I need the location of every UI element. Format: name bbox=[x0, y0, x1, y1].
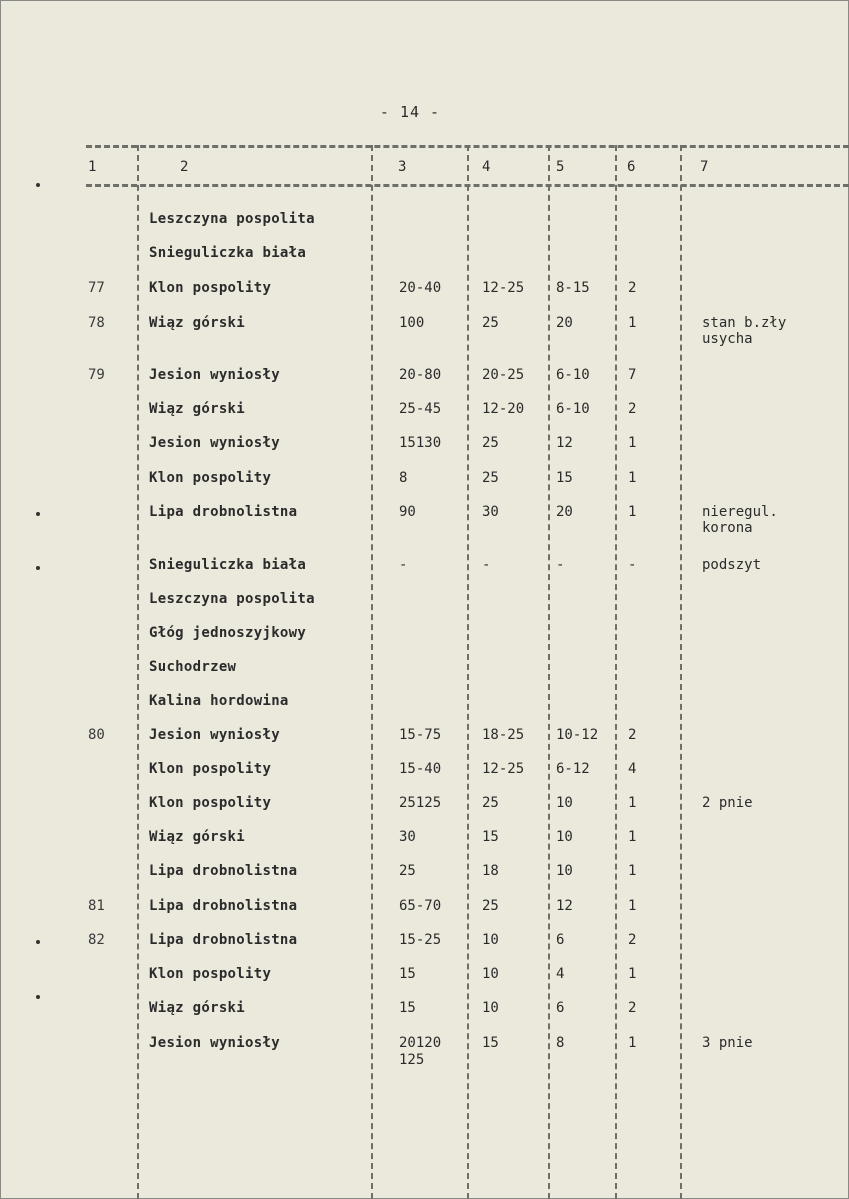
cell-col5: 20 bbox=[556, 504, 573, 520]
cell-col6: 2 bbox=[628, 1000, 637, 1016]
column-divider bbox=[137, 145, 139, 1199]
cell-species: Klon pospolity bbox=[149, 280, 272, 296]
cell-species: Jesion wyniosły bbox=[149, 435, 280, 451]
cell-col6: 1 bbox=[628, 315, 637, 331]
cell-col6: 1 bbox=[628, 795, 637, 811]
cell-col3: 65-70 bbox=[399, 898, 442, 914]
cell-col6: 1 bbox=[628, 504, 637, 520]
cell-col3: 25125 bbox=[399, 795, 442, 811]
cell-col4: 10 bbox=[482, 966, 499, 982]
cell-species: Jesion wyniosły bbox=[149, 367, 280, 383]
cell-species: Wiąz górski bbox=[149, 1000, 246, 1016]
cell-col5: 12 bbox=[556, 898, 573, 914]
cell-col3: 15 bbox=[399, 966, 416, 982]
cell-species: Lipa drobnolistna bbox=[149, 932, 298, 948]
cell-col3: 100 bbox=[399, 315, 425, 331]
cell-col5: 10 bbox=[556, 829, 573, 845]
column-header: 3 bbox=[398, 159, 407, 175]
cell-col5: 12 bbox=[556, 435, 573, 451]
cell-col6: 7 bbox=[628, 367, 637, 383]
cell-remarks: 3 pnie bbox=[702, 1035, 753, 1051]
cell-species: Klon pospolity bbox=[149, 795, 272, 811]
cell-col3: 20-40 bbox=[399, 280, 442, 296]
cell-col6: 2 bbox=[628, 280, 637, 296]
cell-col6: 1 bbox=[628, 470, 637, 486]
cell-col5: 6-10 bbox=[556, 401, 590, 417]
cell-remarks: stan b.zły usycha bbox=[702, 315, 787, 347]
column-divider bbox=[615, 145, 617, 1199]
column-header: 4 bbox=[482, 159, 491, 175]
cell-species: Wiąz górski bbox=[149, 401, 246, 417]
cell-species: Suchodrzew bbox=[149, 659, 237, 675]
punch-mark bbox=[36, 512, 40, 516]
cell-species: Jesion wyniosły bbox=[149, 1035, 280, 1051]
cell-col4: 12-25 bbox=[482, 280, 525, 296]
cell-col5: 8-15 bbox=[556, 280, 590, 296]
cell-number: 80 bbox=[88, 727, 105, 743]
column-header: 7 bbox=[700, 159, 709, 175]
cell-col3: 90 bbox=[399, 504, 416, 520]
cell-col6: 1 bbox=[628, 898, 637, 914]
cell-col5: 15 bbox=[556, 470, 573, 486]
cell-col4: 12-20 bbox=[482, 401, 525, 417]
punch-mark bbox=[36, 940, 40, 944]
cell-col6: 1 bbox=[628, 863, 637, 879]
cell-number: 77 bbox=[88, 280, 105, 296]
cell-col4: 10 bbox=[482, 1000, 499, 1016]
cell-col3: 8 bbox=[399, 470, 408, 486]
cell-number: 82 bbox=[88, 932, 105, 948]
cell-col4: 25 bbox=[482, 470, 499, 486]
cell-remarks: nieregul. korona bbox=[702, 504, 778, 536]
cell-col3: 30 bbox=[399, 829, 416, 845]
cell-col6: 4 bbox=[628, 761, 637, 777]
punch-mark bbox=[36, 995, 40, 999]
cell-col5: 6 bbox=[556, 932, 565, 948]
cell-col5: 20 bbox=[556, 315, 573, 331]
cell-species: Lipa drobnolistna bbox=[149, 898, 298, 914]
cell-col6: 1 bbox=[628, 1035, 637, 1051]
column-header: 5 bbox=[556, 159, 565, 175]
cell-species: Jesion wyniosły bbox=[149, 727, 280, 743]
cell-col4: 25 bbox=[482, 795, 499, 811]
cell-col4: 30 bbox=[482, 504, 499, 520]
cell-col4: 15 bbox=[482, 1035, 499, 1051]
punch-mark bbox=[36, 566, 40, 570]
cell-col4: 20-25 bbox=[482, 367, 525, 383]
cell-col5: 10 bbox=[556, 863, 573, 879]
column-divider bbox=[680, 145, 682, 1199]
cell-species: Wiąz górski bbox=[149, 315, 246, 331]
cell-col5: 10-12 bbox=[556, 727, 599, 743]
cell-col6: 1 bbox=[628, 829, 637, 845]
cell-species: Lipa drobnolistna bbox=[149, 504, 298, 520]
column-header: 1 bbox=[88, 159, 97, 175]
punch-mark bbox=[36, 183, 40, 187]
cell-species: Głóg jednoszyjkowy bbox=[149, 625, 307, 641]
cell-col3: - bbox=[399, 557, 408, 573]
cell-col5: 6-12 bbox=[556, 761, 590, 777]
cell-remarks: 2 pnie bbox=[702, 795, 753, 811]
cell-col4: 18-25 bbox=[482, 727, 525, 743]
cell-number: 81 bbox=[88, 898, 105, 914]
cell-species: Snieguliczka biała bbox=[149, 557, 307, 573]
cell-col3: 20120 125 bbox=[399, 1035, 442, 1068]
cell-col6: 2 bbox=[628, 932, 637, 948]
cell-species: Lipa drobnolistna bbox=[149, 863, 298, 879]
cell-col4: 25 bbox=[482, 435, 499, 451]
cell-col3: 15-40 bbox=[399, 761, 442, 777]
cell-col5: 10 bbox=[556, 795, 573, 811]
cell-col6: 1 bbox=[628, 966, 637, 982]
cell-col4: 15 bbox=[482, 829, 499, 845]
cell-col5: 6-10 bbox=[556, 367, 590, 383]
column-divider bbox=[467, 145, 469, 1199]
cell-col4: 10 bbox=[482, 932, 499, 948]
cell-col5: 6 bbox=[556, 1000, 565, 1016]
cell-col6: 2 bbox=[628, 401, 637, 417]
cell-col5: 8 bbox=[556, 1035, 565, 1051]
cell-col5: - bbox=[556, 557, 565, 573]
cell-col3: 25-45 bbox=[399, 401, 442, 417]
cell-number: 79 bbox=[88, 367, 105, 383]
column-header: 6 bbox=[627, 159, 636, 175]
cell-col4: 25 bbox=[482, 898, 499, 914]
cell-col6: 2 bbox=[628, 727, 637, 743]
cell-species: Leszczyna pospolita bbox=[149, 211, 315, 227]
cell-col5: 4 bbox=[556, 966, 565, 982]
cell-col4: - bbox=[482, 557, 491, 573]
cell-number: 78 bbox=[88, 315, 105, 331]
cell-col4: 12-25 bbox=[482, 761, 525, 777]
cell-col4: 25 bbox=[482, 315, 499, 331]
column-divider bbox=[548, 145, 550, 1199]
cell-col6: 1 bbox=[628, 435, 637, 451]
cell-species: Klon pospolity bbox=[149, 470, 272, 486]
cell-col3: 15130 bbox=[399, 435, 442, 451]
cell-col3: 15-25 bbox=[399, 932, 442, 948]
cell-col6: - bbox=[628, 557, 637, 573]
cell-col3: 25 bbox=[399, 863, 416, 879]
cell-species: Snieguliczka biała bbox=[149, 245, 307, 261]
cell-col3: 15 bbox=[399, 1000, 416, 1016]
page-number: - 14 - bbox=[379, 103, 441, 121]
cell-col4: 18 bbox=[482, 863, 499, 879]
cell-species: Kalina hordowina bbox=[149, 693, 289, 709]
cell-species: Wiąz górski bbox=[149, 829, 246, 845]
cell-remarks: podszyt bbox=[702, 557, 762, 573]
cell-col3: 20-80 bbox=[399, 367, 442, 383]
column-divider bbox=[371, 145, 373, 1199]
cell-species: Klon pospolity bbox=[149, 761, 272, 777]
cell-col3: 15-75 bbox=[399, 727, 442, 743]
column-header: 2 bbox=[180, 159, 189, 175]
cell-species: Leszczyna pospolita bbox=[149, 591, 315, 607]
cell-species: Klon pospolity bbox=[149, 966, 272, 982]
